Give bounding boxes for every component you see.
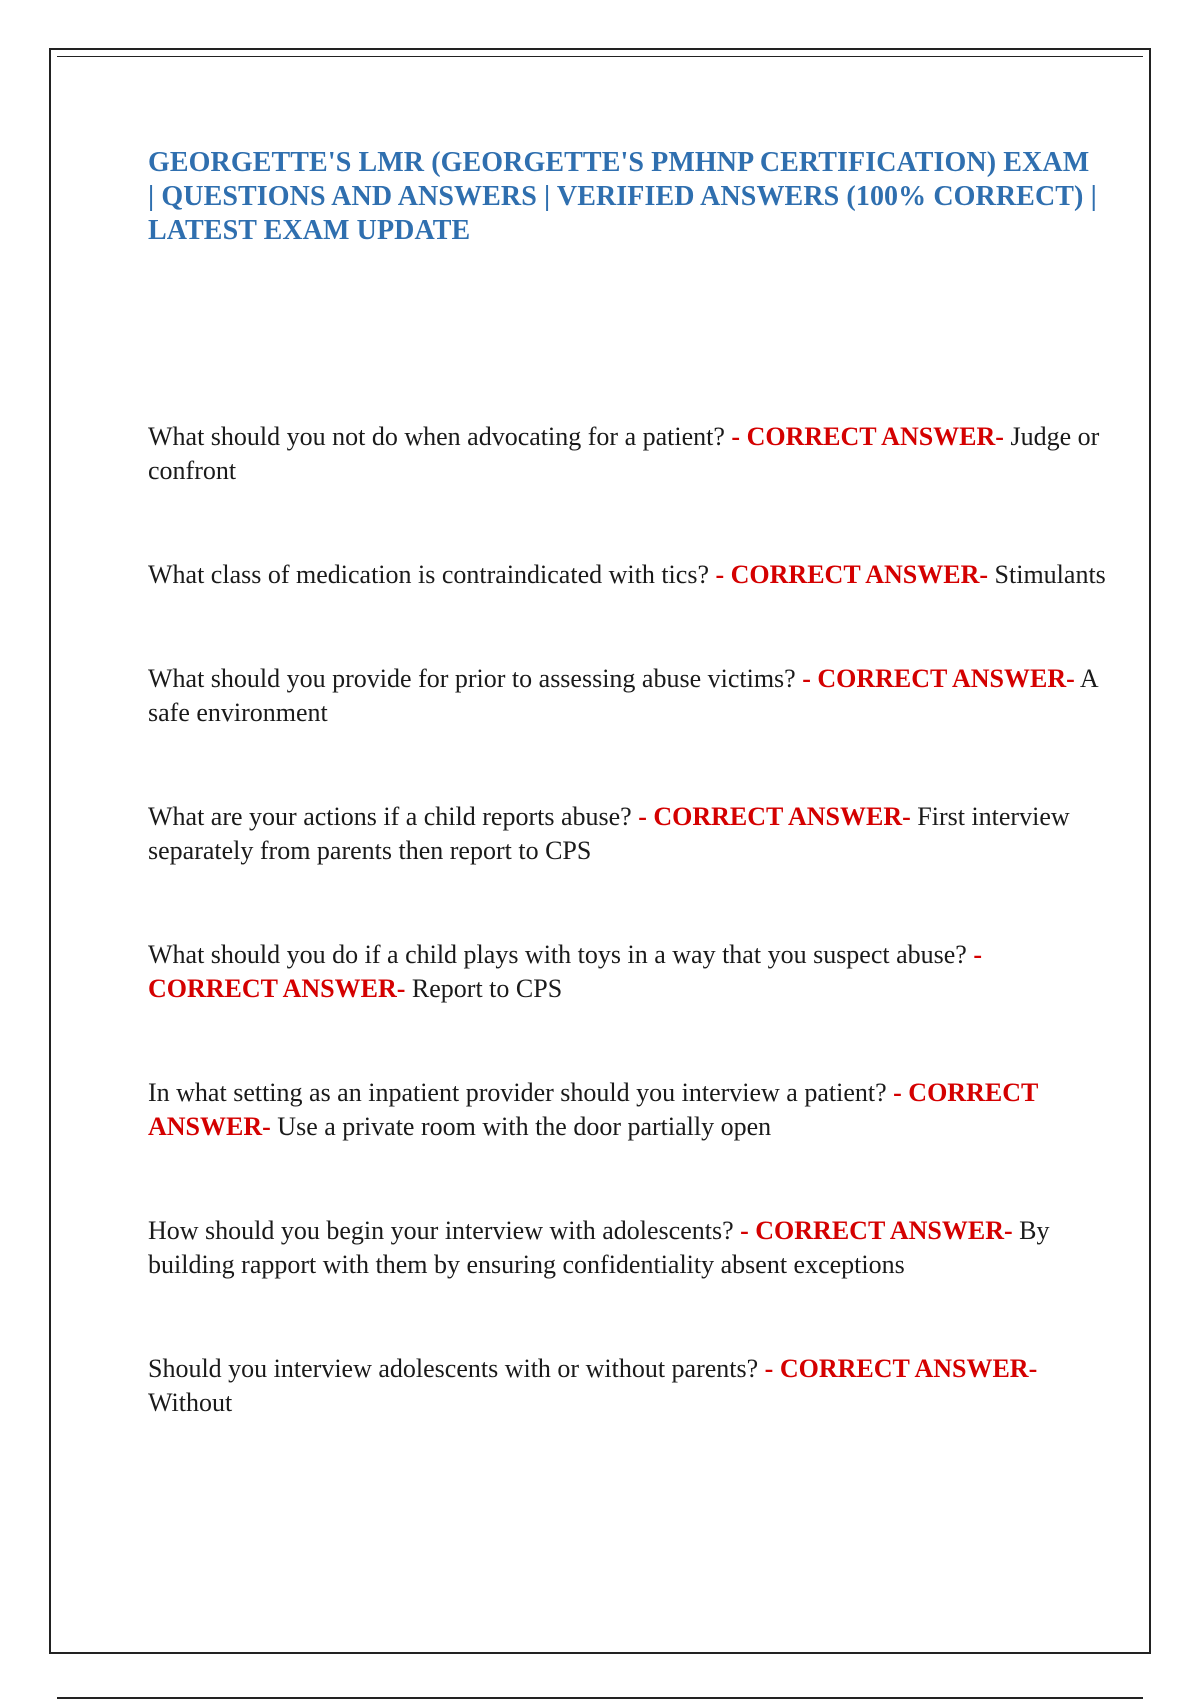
top-rule	[57, 56, 1143, 57]
correct-answer-label: - CORRECT ANSWER-	[802, 664, 1075, 693]
qa-item	[148, 420, 1108, 488]
question-text: What should you not do when advocating for a patient?	[148, 422, 725, 451]
qa-item	[148, 1352, 1108, 1420]
correct-answer-label: - CORRECT ANSWER-	[148, 940, 983, 1003]
answer-text: Without	[148, 1388, 233, 1417]
qa-item	[148, 662, 1108, 730]
answer-text: Stimulants	[994, 560, 1106, 589]
question-text: What class of medication is contraindicated with tics?	[148, 560, 709, 589]
answer-text: First interview separately from parents then report to CPS	[148, 802, 1070, 865]
qa-item	[148, 1214, 1108, 1282]
page-frame	[49, 48, 1151, 1654]
correct-answer-label: - CORRECT ANSWER-	[148, 1078, 1038, 1141]
correct-answer-label: - CORRECT ANSWER-	[715, 560, 989, 589]
qa-item	[148, 1076, 1108, 1144]
qa-list	[148, 420, 1108, 1420]
question-text: How should you begin your interview with adolescents?	[148, 1216, 734, 1245]
correct-answer-label: - CORRECT ANSWER-	[638, 802, 911, 831]
correct-answer-label: - CORRECT ANSWER-	[740, 1216, 1013, 1245]
question-text: What should you provide for prior to assessing abuse victims?	[148, 664, 796, 693]
correct-answer-label: - CORRECT ANSWER-	[764, 1354, 1038, 1383]
qa-item	[148, 800, 1108, 868]
answer-text: Report to CPS	[411, 974, 563, 1003]
answer-text: By building rapport with them by ensuring confidentiality absent exceptions	[148, 1216, 1050, 1279]
question-text: What should you do if a child plays with toys in a way that you suspect abuse?	[148, 940, 967, 969]
qa-item	[148, 938, 1108, 1006]
question-text: What are your actions if a child reports abuse?	[148, 802, 632, 831]
bottom-rule	[57, 1697, 1143, 1699]
question-text: Should you interview adolescents with or without parents?	[148, 1354, 759, 1383]
question-text: In what setting as an inpatient provider should you interview a patient?	[148, 1078, 887, 1107]
document-title: GEORGETTE'S LMR (GEORGETTE'S PMHNP CERTIFICATION) EXAM | QUESTIONS AND ANSWERS | VERIFIED ANSWERS (100% CORRECT) | LATEST EXAM UPDATE	[148, 147, 1097, 246]
answer-text: Judge or confront	[148, 422, 1100, 485]
correct-answer-label: - CORRECT ANSWER-	[731, 422, 1004, 451]
qa-item	[148, 558, 1108, 592]
answer-text: A safe environment	[148, 664, 1098, 727]
answer-text: Use a private room with the door partially open	[277, 1112, 772, 1141]
